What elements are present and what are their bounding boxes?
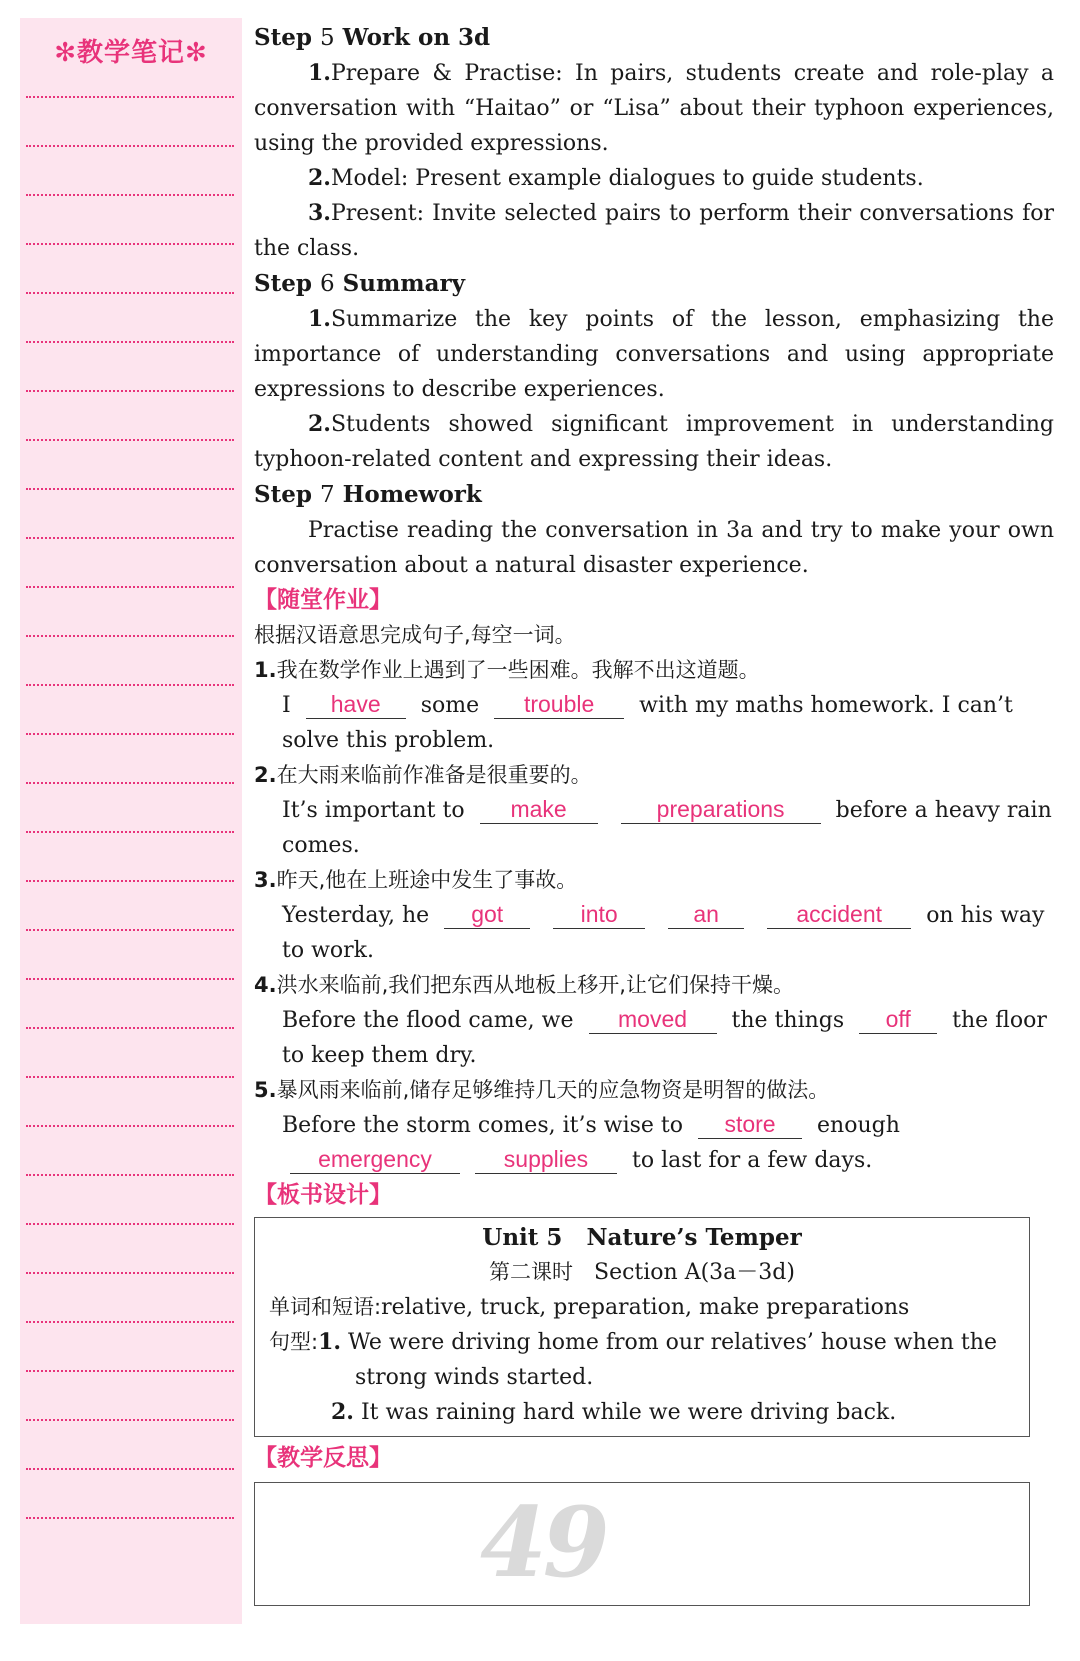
note-line bbox=[26, 194, 234, 196]
question-4: 4.洪水来临前,我们把东西从地板上移开,让它们保持干燥。 Before the flood came, we moved the things off the floor to keep them dry. bbox=[254, 973, 1047, 1068]
note-line bbox=[26, 96, 234, 98]
note-line bbox=[26, 1125, 234, 1127]
answer-blank[interactable]: into bbox=[553, 900, 645, 929]
note-line bbox=[26, 1223, 234, 1225]
note-line bbox=[26, 635, 234, 637]
note-line bbox=[26, 1419, 234, 1421]
note-line bbox=[26, 684, 234, 686]
note-line bbox=[26, 537, 234, 539]
homework-instruction: 根据汉语意思完成句子,每空一词。 bbox=[254, 623, 576, 647]
note-line bbox=[26, 1370, 234, 1372]
answer-blank[interactable]: accident bbox=[767, 900, 911, 929]
note-line bbox=[26, 243, 234, 245]
reflection-box[interactable] bbox=[254, 1482, 1030, 1606]
board-design-box bbox=[254, 1217, 1030, 1437]
note-line bbox=[26, 1272, 234, 1274]
note-line bbox=[26, 880, 234, 882]
board-vocab: 单词和短语:relative, truck, preparation, make preparations bbox=[269, 1295, 910, 1320]
step7-section bbox=[254, 477, 1054, 583]
note-line bbox=[26, 145, 234, 147]
board-pattern-1: 句型:1. We were driving home from our relatives’ house when the strong winds started. bbox=[269, 1329, 997, 1390]
answer-blank[interactable]: emergency bbox=[290, 1145, 460, 1174]
answer-blank[interactable]: supplies bbox=[475, 1145, 617, 1174]
board-pattern-2: 2. It was raining hard while we were driving back. bbox=[331, 1399, 897, 1425]
step5-item-1: 1.Prepare & Practise: In pairs, students create and role-play a conversation with “Haitao” or “Lisa” about their typhoon experiences, using the provided expressions. bbox=[254, 60, 1054, 156]
reflection-heading: 【教学反思】 bbox=[254, 1445, 392, 1471]
homework-heading: 【随堂作业】 bbox=[254, 587, 392, 613]
page-number: 49 bbox=[480, 1486, 606, 1599]
answer-blank[interactable]: off bbox=[859, 1005, 937, 1034]
question-2: 2.在大雨来临前作准备是很重要的。 It’s important to make preparations before a heavy rain comes. bbox=[254, 763, 1052, 858]
note-line bbox=[26, 1517, 234, 1519]
step5-section bbox=[254, 20, 1054, 266]
note-line bbox=[26, 292, 234, 294]
answer-blank[interactable]: store bbox=[698, 1110, 802, 1139]
answer-blank[interactable]: make bbox=[480, 795, 598, 824]
board-design-section bbox=[254, 1178, 1054, 1437]
step6-item-2: 2.Students showed significant improvement in understanding typhoon-related content and expressing their ideas. bbox=[254, 411, 1054, 472]
note-line bbox=[26, 390, 234, 392]
main-content bbox=[254, 20, 1054, 1606]
board-lesson: 第二课时 Section A(3a－3d) bbox=[489, 1260, 795, 1285]
note-line bbox=[26, 488, 234, 490]
note-line bbox=[26, 586, 234, 588]
answer-blank[interactable]: preparations bbox=[621, 795, 821, 824]
answer-blank[interactable]: moved bbox=[589, 1005, 717, 1034]
note-line bbox=[26, 1321, 234, 1323]
step6-heading: Step 6 Summary bbox=[254, 270, 466, 297]
reflection-section bbox=[254, 1441, 1054, 1606]
answer-blank[interactable]: got bbox=[444, 900, 530, 929]
note-line bbox=[26, 341, 234, 343]
sidebar-title: ✻教学笔记✻ bbox=[54, 38, 208, 68]
step5-item-2: 2.Model: Present example dialogues to guide students. bbox=[308, 165, 924, 191]
question-1: 1.我在数学作业上遇到了一些困难。我解不出这道题。 I have some trouble with my maths homework. I can’t solve this problem. bbox=[254, 658, 1013, 753]
note-line bbox=[26, 1076, 234, 1078]
question-5: 5.暴风雨来临前,储存足够维持几天的应急物资是明智的做法。 Before the storm comes, it’s wise to store enough emergency supplies to last for a few days. bbox=[254, 1078, 900, 1173]
teaching-notes-sidebar bbox=[20, 18, 242, 1624]
note-line bbox=[26, 733, 234, 735]
note-line bbox=[26, 1174, 234, 1176]
answer-blank[interactable]: have bbox=[306, 690, 406, 719]
note-line bbox=[26, 929, 234, 931]
step6-section bbox=[254, 266, 1054, 477]
step5-item-3: 3.Present: Invite selected pairs to perform their conversations for the class. bbox=[254, 200, 1054, 261]
question-3: 3.昨天,他在上班途中发生了事故。 Yesterday, he got into an accident on his way to work. bbox=[254, 868, 1045, 963]
step6-item-1: 1.Summarize the key points of the lesson, emphasizing the importance of understanding conversations and using appropriate expressions to describe experiences. bbox=[254, 306, 1054, 402]
note-line bbox=[26, 439, 234, 441]
note-line bbox=[26, 831, 234, 833]
note-line bbox=[26, 782, 234, 784]
step5-heading: Step 5 Work on 3d bbox=[254, 24, 491, 51]
note-line bbox=[26, 1468, 234, 1470]
note-line bbox=[26, 1027, 234, 1029]
board-title: Unit 5 Nature’s Temper bbox=[482, 1224, 802, 1251]
note-line bbox=[26, 978, 234, 980]
step7-heading: Step 7 Homework bbox=[254, 481, 482, 508]
homework-section bbox=[254, 583, 1054, 1178]
board-heading: 【板书设计】 bbox=[254, 1182, 392, 1208]
answer-blank[interactable]: trouble bbox=[494, 690, 624, 719]
step7-text: Practise reading the conversation in 3a and try to make your own conversation about a natural disaster experience. bbox=[254, 518, 1054, 578]
answer-blank[interactable]: an bbox=[668, 900, 744, 929]
